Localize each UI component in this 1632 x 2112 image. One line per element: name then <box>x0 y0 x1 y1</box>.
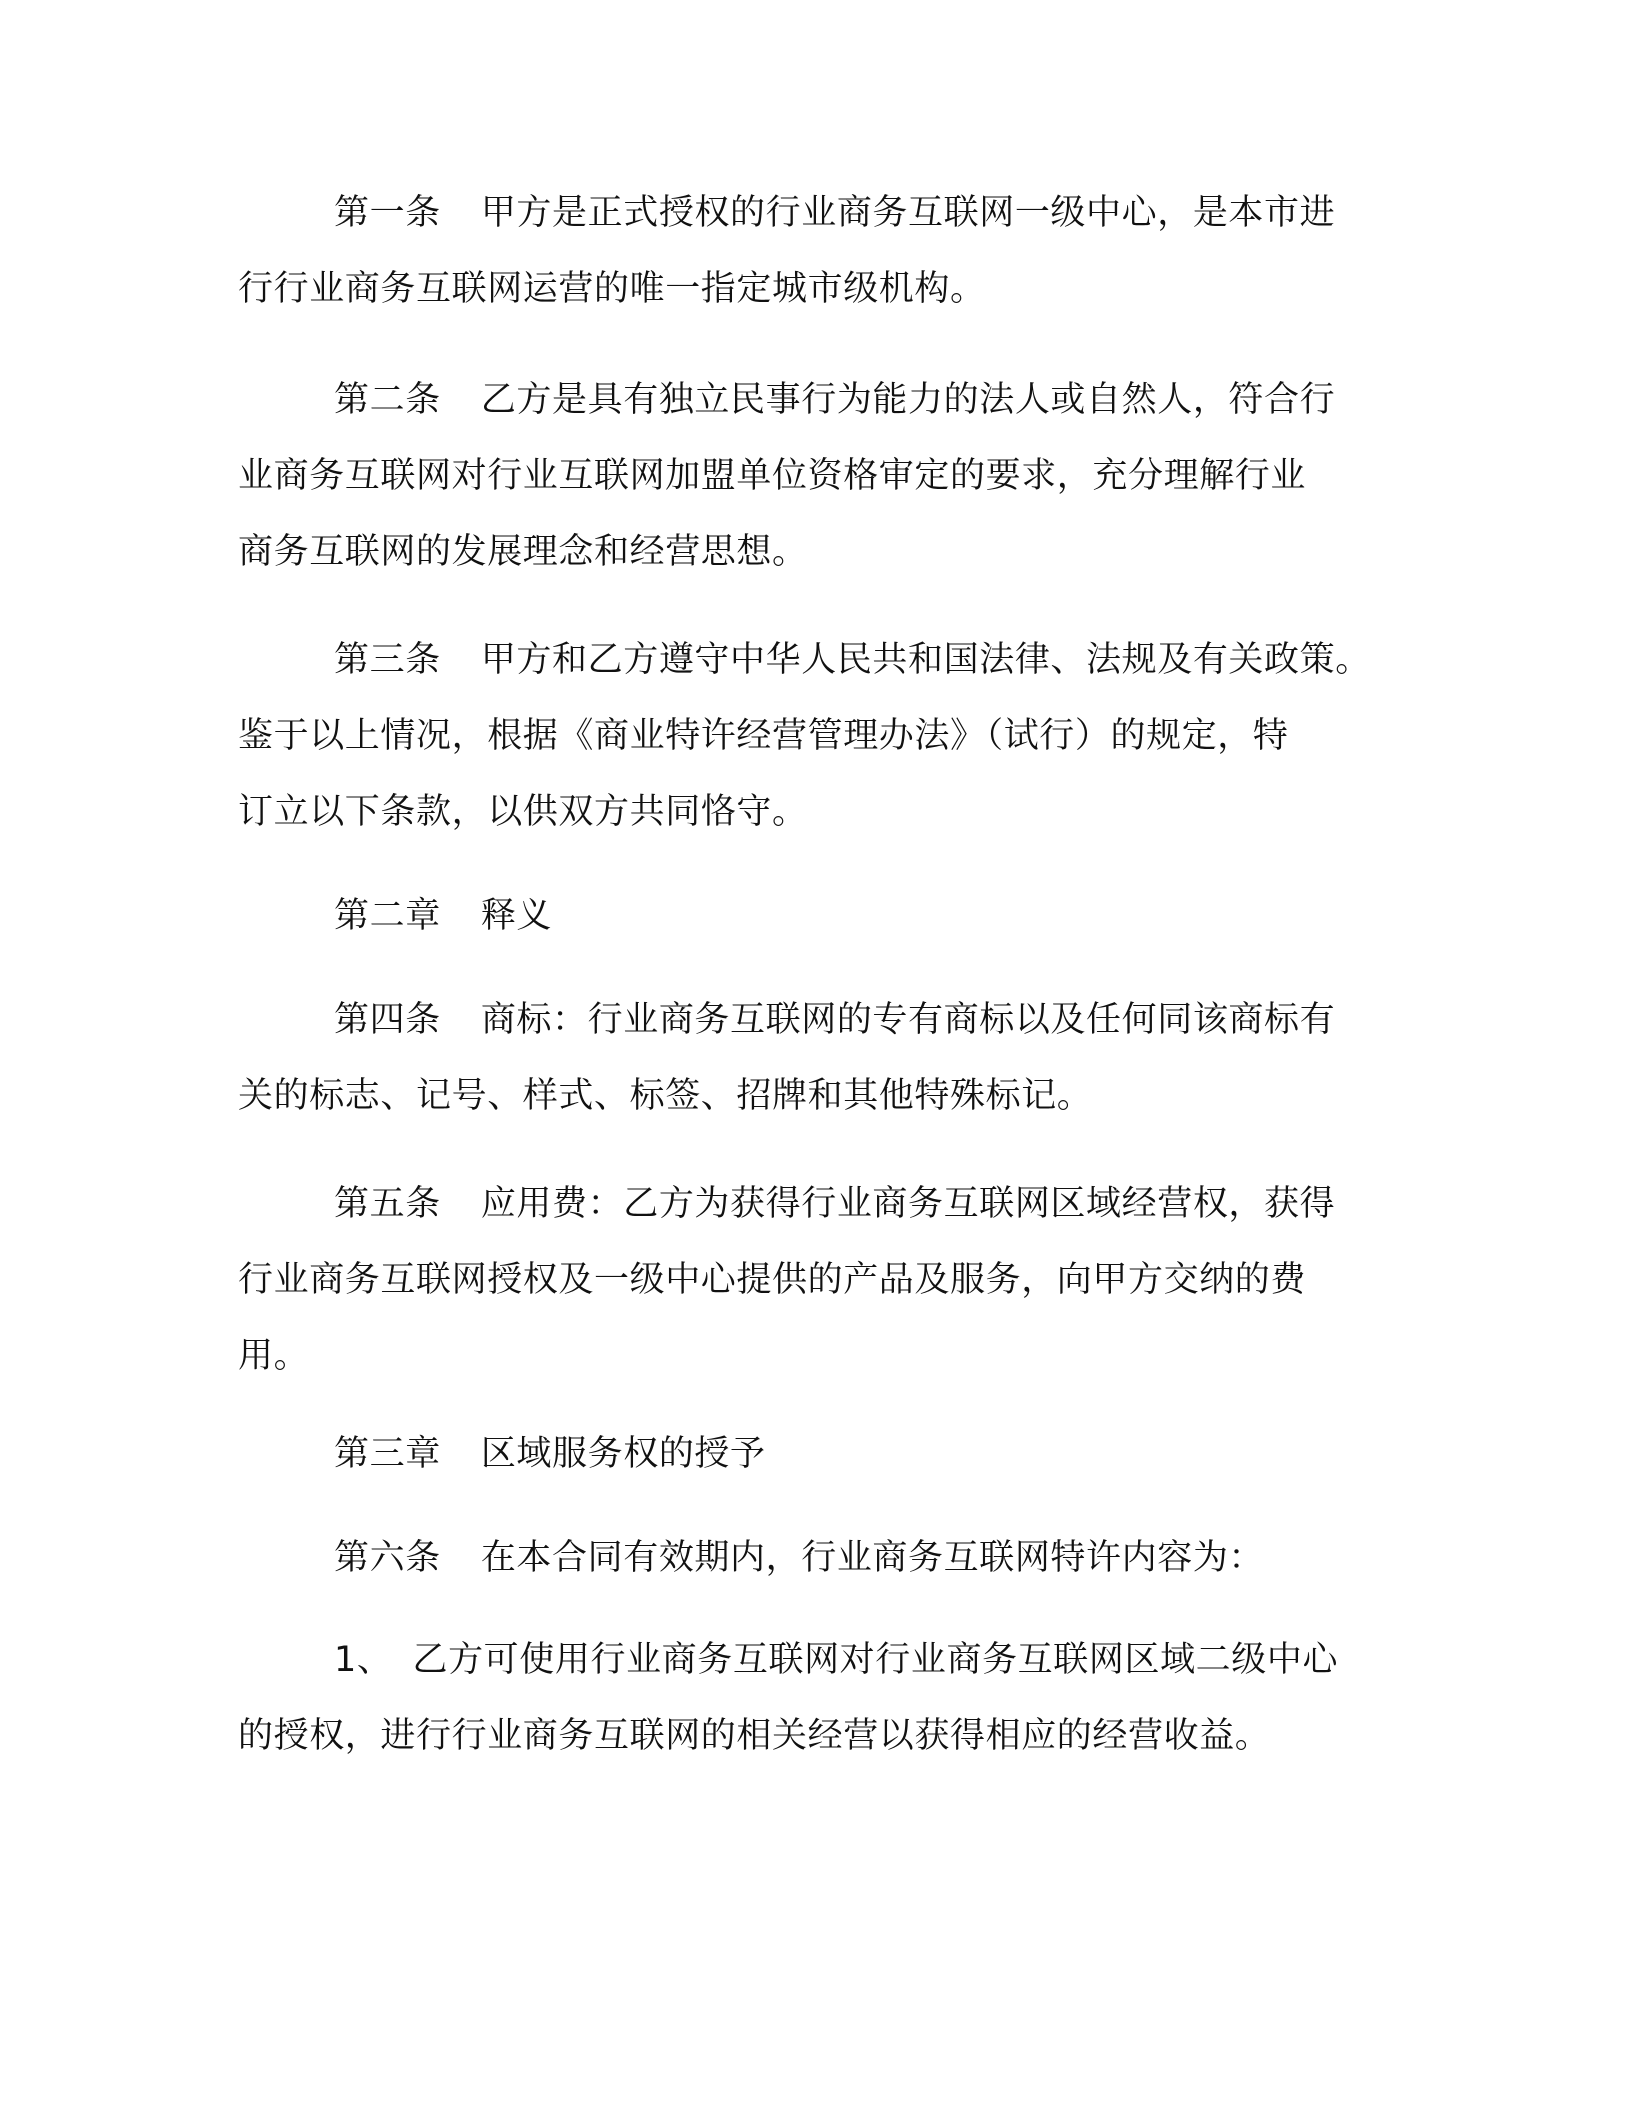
article-2-paragraph <box>238 362 1398 590</box>
article-6-paragraph <box>238 1520 1398 1596</box>
chapter-2-line: 第二章 释义 <box>334 896 553 936</box>
article-6-line-1: 第六条 在本合同有效期内，行业商务互联网特许内容为： <box>334 1538 1265 1578</box>
chapter-3-label: 第三章 <box>334 1434 441 1474</box>
article-6-label: 第六条 <box>334 1538 441 1578</box>
article-1-line-2: 行行业商务互联网运营的唯一指定城市级机构。 <box>238 269 986 309</box>
article-5-paragraph <box>238 1166 1398 1394</box>
item-1-line-2: 的授权，进行行业商务互联网的相关经营以获得相应的经营收益。 <box>238 1716 1271 1756</box>
item-1-label: 1、 <box>334 1640 393 1680</box>
article-5-line-2: 行业商务互联网授权及一级中心提供的产品及服务，向甲方交纳的费 <box>238 1260 1307 1300</box>
article-3-paragraph <box>238 622 1398 850</box>
article-3-label: 第三条 <box>334 640 441 680</box>
article-5-line-3: 用。 <box>238 1336 310 1376</box>
article-4-paragraph <box>238 982 1398 1134</box>
article-4-line-2: 关的标志、记号、样式、标签、招牌和其他特殊标记。 <box>238 1076 1093 1116</box>
article-5-line-1: 第五条 应用费：乙方为获得行业商务互联网区域经营权，获得 <box>334 1184 1336 1224</box>
article-2-label: 第二条 <box>334 380 441 420</box>
article-1-label: 第一条 <box>334 193 441 233</box>
article-4-label: 第四条 <box>334 1000 441 1040</box>
chapter-2-heading <box>238 878 1398 954</box>
chapter-3-heading <box>238 1416 1398 1492</box>
article-2-line-3: 商务互联网的发展理念和经营思想。 <box>238 532 808 572</box>
chapter-2-label: 第二章 <box>334 896 441 936</box>
article-5-label: 第五条 <box>334 1184 441 1224</box>
item-1-line-1: 1、 乙方可使用行业商务互联网对行业商务互联网区域二级中心 <box>334 1640 1339 1680</box>
chapter-3-line: 第三章 区域服务权的授予 <box>334 1434 766 1474</box>
article-2-line-2: 业商务互联网对行业互联网加盟单位资格审定的要求，充分理解行业 <box>238 456 1307 496</box>
article-3-line-1: 第三条 甲方和乙方遵守中华人民共和国法律、法规及有关政策。 <box>334 640 1371 680</box>
article-3-line-2: 鉴于以上情况，根据《商业特许经营管理办法》（试行）的规定，特 <box>238 716 1289 756</box>
article-4-line-1: 第四条 商标：行业商务互联网的专有商标以及任何同该商标有 <box>334 1000 1336 1040</box>
article-1-paragraph <box>238 175 1398 327</box>
article-2-line-1: 第二条 乙方是具有独立民事行为能力的法人或自然人，符合行 <box>334 380 1336 420</box>
article-1-line-1: 第一条 甲方是正式授权的行业商务互联网一级中心，是本市进 <box>334 193 1336 233</box>
item-1-paragraph <box>238 1622 1398 1774</box>
article-3-line-3: 订立以下条款，以供双方共同恪守。 <box>238 792 808 832</box>
